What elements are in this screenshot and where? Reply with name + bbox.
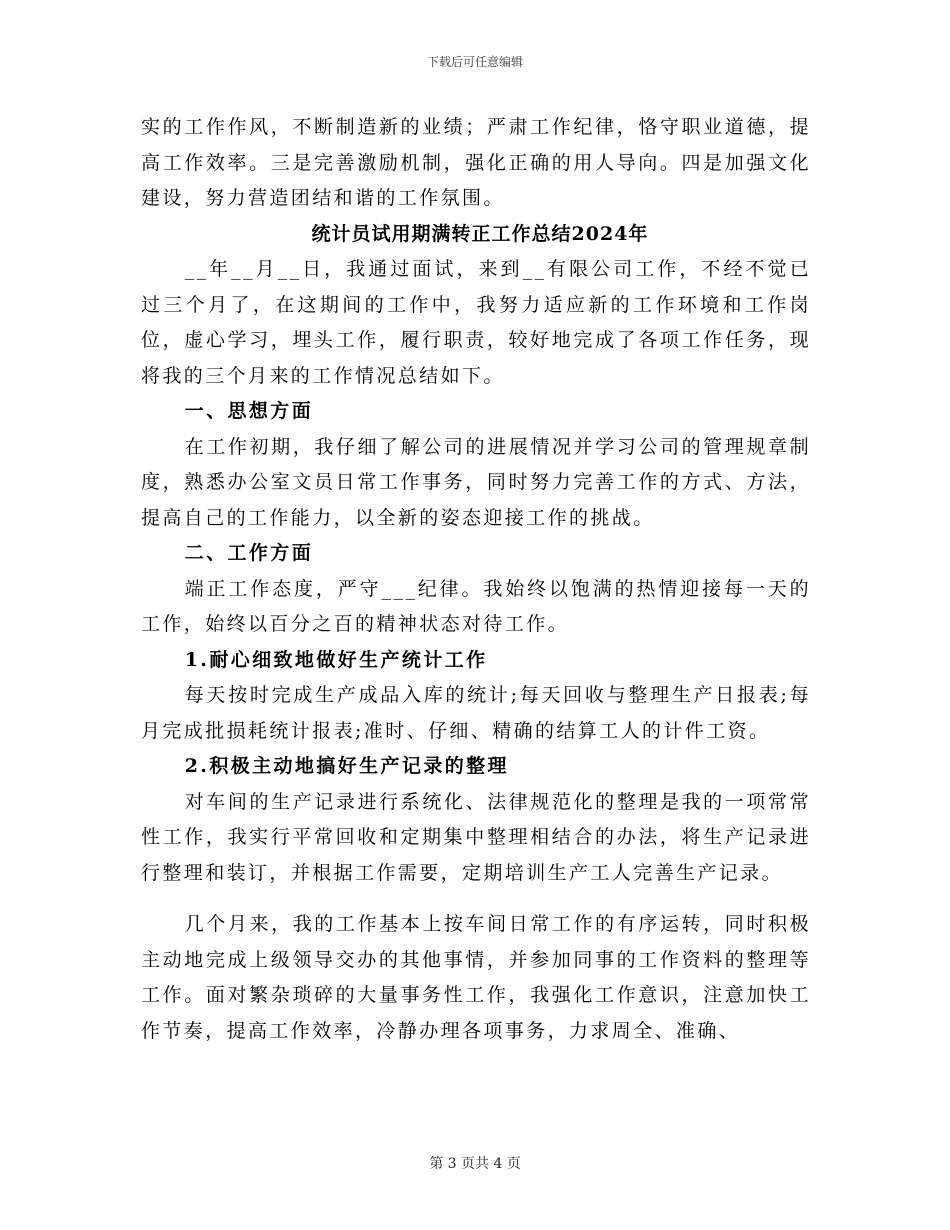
section-heading-work: 二、工作方面	[184, 542, 314, 564]
subsection-paragraph-statistics: 每天按时完成生产成品入库的统计;每天回收与整理生产日报表;每月完成批损耗统计报表;准时、仔细、精确的结算工人的计件工资。	[141, 684, 811, 742]
subsection-heading-statistics: 1.耐心细致地做好生产统计工作	[184, 648, 488, 671]
intro-paragraph: 实的工作作风，不断制造新的业绩；严肃工作纪律，恪守职业道德，提高工作效率。三是完善激励机制，强化正确的用人导向。四是加强文化建设，努力营造团结和谐的工作氛围。	[141, 116, 811, 209]
closing-paragraph: 几个月来，我的工作基本上按车间日常工作的有序运转，同时积极主动地完成上级领导交办的其他事情，并参加同事的工作资料的整理等工作。面对繁杂琐碎的大量事务性工作，我强化工作意识，注意加快工作节奏，提高工作效率，冷静办理各项事务，力求周全、准确、	[141, 913, 811, 1042]
section-paragraph-work: 端正工作态度，严守___纪律。我始终以饱满的热情迎接每一天的工作，始终以百分之百的精神状态对待工作。	[141, 577, 811, 635]
subsection-heading-records: 2.积极主动地搞好生产记录的整理	[184, 755, 509, 777]
page-header: 下载后可任意编辑	[426, 55, 523, 69]
document-title: 统计员试用期满转正工作总结2024年	[311, 222, 649, 245]
section-paragraph-thought: 在工作初期，我仔细了解公司的进展情况并学习公司的管理规章制度，熟悉办公室文员日常工作事务，同时努力完善工作的方式、方法，提高自己的工作能力，以全新的姿态迎接工作的挑战。	[141, 435, 811, 529]
section-heading-thought: 一、思想方面	[184, 400, 314, 422]
page-footer: 第 3 页共 4 页	[429, 1156, 521, 1172]
opening-paragraph: __年__月__日，我通过面试，来到__有限公司工作，不经不觉已过三个月了，在这期间的工作中，我努力适应新的工作环境和工作岗位，虚心学习，埋头工作，履行职责，较好地完成了各项工作任务，现将我的三个月来的工作情况总结如下。	[141, 258, 811, 387]
subsection-paragraph-records: 对车间的生产记录进行系统化、法律规范化的整理是我的一项常常性工作，我实行平常回收和定期集中整理相结合的办法，将生产记录进行整理和装订，并根据工作需要，定期培训生产工人完善生产记录。	[141, 790, 811, 884]
document-body	[141, 110, 811, 1049]
